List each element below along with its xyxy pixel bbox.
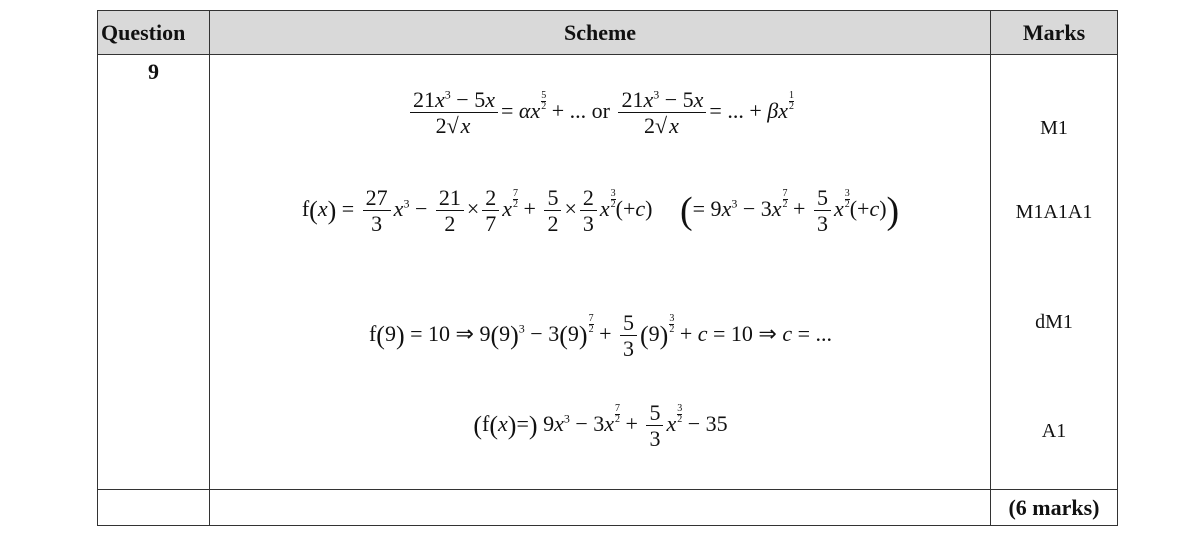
mark-scheme-table bbox=[97, 10, 1118, 526]
question-row bbox=[98, 55, 1118, 490]
mark-3: dM1 bbox=[1035, 311, 1073, 333]
or-text: or bbox=[591, 97, 610, 123]
equation-4: (f(x)=) $9x^3 - 3x$ $\frac{7}{2}$ + $\frac{5}{3}$ x $\frac{3}{2}$ − 35 bbox=[473, 400, 728, 452]
equation-2: f(x) = $\frac{27}{3}$ $x^3$ − $\frac{21}{2}$ × $\frac{2}{7}$ x $\frac{7}{2}$ + $\frac{5}{2}$ × $\frac{2}{3}$ x $\frac{3}{2}$ (+c) (= $9x^3 - 3x$ $\frac{7}{2}$ + $\frac{5}{3}$ x $\frac{3}{2}$ (+c)) bbox=[301, 185, 900, 237]
header-marks: Marks bbox=[991, 11, 1118, 55]
equation-3: f(9) = 10 ⇒ $9(9)^3 - 3(9)$ $\frac{7}{2}$ + $\frac{5}{3}$ (9) $\frac{3}{2}$ + c = 10 ⇒ c = ... bbox=[368, 310, 833, 362]
total-marks: (6 marks) bbox=[991, 490, 1118, 526]
equation-1: $\frac{21x^3 - 5x}{2√x}$ = αx $\frac{5}{2}$ + ... or $\frac{21x^3 - 5x}{2√x}$ = ... + βx $\frac{1}{2}$ bbox=[210, 87, 991, 139]
header-row bbox=[98, 11, 1118, 55]
mark-1: M1 bbox=[1040, 117, 1068, 139]
fraction-1: $\frac{21x^3 - 5x}{2√x}$ bbox=[410, 87, 498, 139]
header-question: Question bbox=[98, 11, 210, 55]
total-empty-2 bbox=[210, 490, 991, 526]
total-row bbox=[98, 490, 1118, 526]
header-scheme: Scheme bbox=[210, 11, 991, 55]
mark-2: M1A1A1 bbox=[1015, 201, 1093, 223]
marks-cell bbox=[991, 55, 1118, 490]
total-empty-1 bbox=[98, 490, 210, 526]
scheme-cell bbox=[210, 55, 991, 490]
mark-4: A1 bbox=[1041, 420, 1067, 442]
question-cell bbox=[98, 55, 210, 490]
fraction-2: $\frac{21x^3 - 5x}{2√x}$ bbox=[618, 87, 706, 139]
question-number: 9 bbox=[148, 59, 159, 84]
